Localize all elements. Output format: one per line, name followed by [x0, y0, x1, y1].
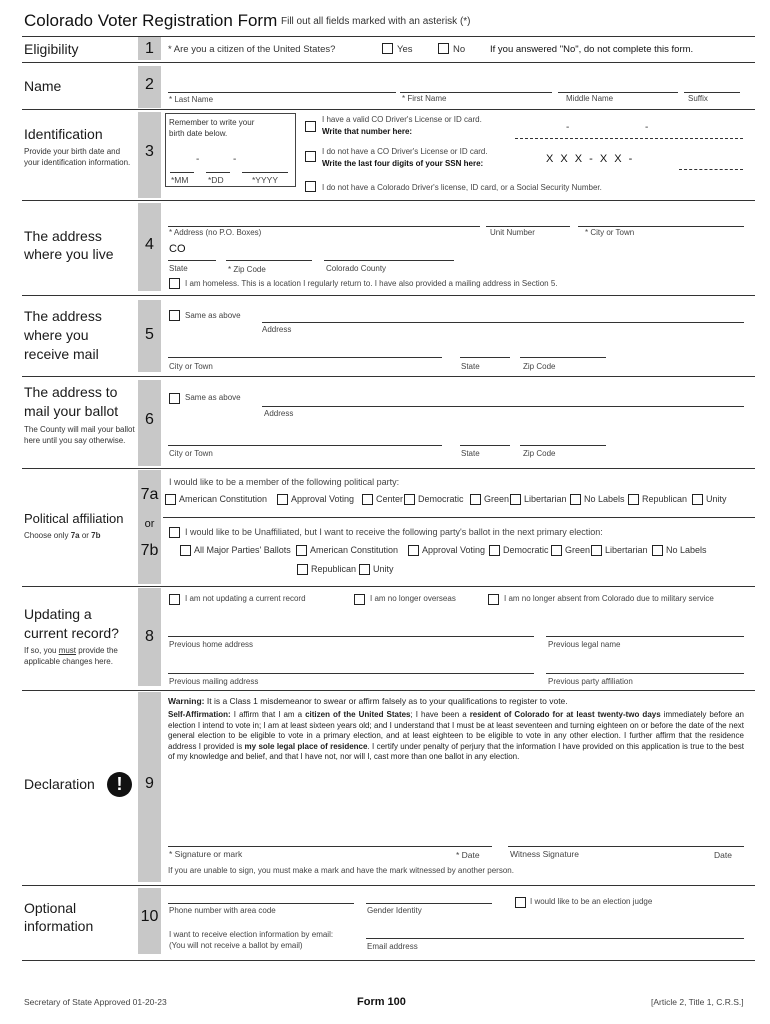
email-field[interactable] — [366, 938, 744, 939]
section-7b-number: 7b — [140, 542, 159, 559]
email-label: Email address — [367, 942, 418, 951]
affirmation-resident: resident of Colorado for at least twenty-two days — [469, 710, 661, 719]
ballot-address-label: Address — [264, 409, 294, 418]
has-license-checkbox[interactable] — [305, 121, 316, 132]
section-6-number: 6 — [145, 411, 154, 428]
warning-body: It is a Class 1 misdemeanor to swear or affirm falsely as to your qualifications to register to vote. — [204, 696, 568, 706]
ballot-state-field[interactable] — [460, 445, 510, 446]
previous-name-field[interactable] — [546, 636, 744, 637]
party-checkbox[interactable] — [359, 564, 370, 575]
section-4-title-line1: The address — [24, 228, 102, 244]
section-divider — [22, 885, 755, 886]
gender-identity-field[interactable] — [366, 903, 492, 904]
residence-address-label: * Address (no P.O. Boxes) — [169, 228, 262, 237]
has-license-label: I have a valid CO Driver's License or ID card. — [322, 115, 482, 124]
party-checkbox[interactable] — [551, 545, 562, 556]
party-label: Unity — [706, 494, 727, 504]
first-name-field[interactable] — [400, 92, 552, 93]
party-member-intro: I would like to be a member of the following political party: — [169, 477, 400, 487]
affirmation-citizen: citizen of the United States — [305, 710, 411, 719]
party-checkbox[interactable] — [297, 564, 308, 575]
mail-city-label: City or Town — [169, 362, 213, 371]
section-8-number: 8 — [145, 628, 154, 645]
witness-signature-field[interactable] — [508, 846, 744, 847]
warning-text — [168, 696, 568, 706]
party-label: Democratic — [503, 545, 549, 555]
ballot-city-label: City or Town — [169, 449, 213, 458]
ssn-mask: X X X - X X - — [546, 153, 635, 165]
residence-county-field[interactable] — [324, 260, 454, 261]
party-label: American Constitution — [310, 545, 399, 555]
section-2-number: 2 — [145, 76, 154, 93]
party-label: Green — [484, 494, 510, 504]
section-8-title-line1: Updating a — [24, 606, 92, 622]
signature-field[interactable] — [168, 846, 492, 847]
section-divider — [22, 62, 755, 63]
residence-address-field[interactable] — [168, 226, 480, 227]
section-8-title-line2: current record? — [24, 625, 119, 641]
ssn-prompt: Write the last four digits of your SSN here: — [322, 159, 484, 168]
section-divider — [22, 200, 755, 201]
party-checkbox[interactable] — [165, 494, 176, 505]
citizen-yes-checkbox[interactable] — [382, 43, 393, 54]
section-1-title: Eligibility — [24, 41, 79, 57]
residence-city-label: * City or Town — [585, 228, 635, 237]
previous-home-label: Previous home address — [169, 640, 254, 649]
mail-state-label: State — [461, 362, 480, 371]
party-label: Democratic — [418, 494, 464, 504]
section-10-title-line1: Optional — [24, 900, 77, 916]
section-10-number: 10 — [140, 908, 159, 925]
party-checkbox[interactable] — [591, 545, 602, 556]
party-checkbox[interactable] — [470, 494, 481, 505]
middle-name-label: Middle Name — [566, 94, 614, 103]
party-checkbox[interactable] — [570, 494, 581, 505]
ballot-same-label: Same as above — [185, 393, 241, 402]
previous-home-field[interactable] — [168, 636, 534, 637]
section-7a-number: 7a — [140, 486, 159, 503]
section-7a-divider — [163, 517, 755, 518]
mail-address-field[interactable] — [262, 322, 744, 323]
ballot-same-checkbox[interactable] — [169, 393, 180, 404]
affirmation-part: I affirm that I am a — [230, 710, 306, 719]
suffix-label: Suffix — [688, 94, 708, 103]
party-label: No Labels — [584, 494, 625, 504]
section-5-title-line3: receive mail — [24, 346, 99, 362]
gender-identity-label: Gender Identity — [367, 906, 422, 915]
section-5-title-line1: The address — [24, 308, 102, 324]
section-2-title: Name — [24, 78, 62, 94]
ballot-address-field[interactable] — [262, 406, 744, 407]
mail-city-field[interactable] — [168, 357, 442, 358]
self-affirmation-text — [168, 710, 744, 763]
party-label: Libertarian — [605, 545, 648, 555]
license-dash: - — [645, 122, 649, 133]
section-8-sub-text: If so, you — [24, 646, 59, 655]
birth-yyyy-label: *YYYY — [252, 175, 278, 185]
citizen-no-checkbox[interactable] — [438, 43, 449, 54]
residence-unit-label: Unit Number — [490, 228, 535, 237]
party-label: Republican — [642, 494, 688, 504]
section-9-number: 9 — [145, 775, 154, 792]
homeless-checkbox[interactable] — [169, 278, 180, 289]
warning-icon: ! — [107, 772, 132, 797]
homeless-label: I am homeless. This is a location I regularly return to. I have also provided a mailing address in Section 5. — [185, 279, 558, 288]
previous-mailing-field[interactable] — [168, 673, 534, 674]
email-optin-line1: I want to receive election information by email: — [169, 930, 334, 939]
ballot-zip-label: Zip Code — [523, 449, 556, 458]
party-label: Green — [565, 545, 591, 555]
form-title: Colorado Voter Registration Form — [24, 11, 278, 30]
election-judge-checkbox[interactable] — [515, 897, 526, 908]
residence-zip-label: * Zip Code — [228, 265, 266, 274]
warning-label: Warning: — [168, 696, 205, 706]
witness-signature-label: Witness Signature — [510, 849, 579, 859]
party-label: Republican — [311, 564, 357, 574]
section-divider — [22, 586, 755, 587]
ballot-zip-field[interactable] — [520, 445, 606, 446]
section-3-subtitle: Provide your birth date and your identification information. — [24, 147, 131, 167]
election-judge-label: I would like to be an election judge — [530, 897, 653, 906]
previous-name-label: Previous legal name — [548, 640, 621, 649]
affirmation-sole-residence: my sole legal place of residence — [244, 741, 368, 751]
license-number-prompt: Write that number here: — [322, 127, 413, 136]
section-divider — [22, 960, 755, 961]
party-label: Libertarian — [524, 494, 567, 504]
previous-party-field[interactable] — [546, 673, 744, 674]
ballot-state-label: State — [461, 449, 480, 458]
mark-note: If you are unable to sign, you must make a mark and have the mark witnessed by another person. — [168, 866, 514, 875]
ballot-city-field[interactable] — [168, 445, 442, 446]
party-checkbox[interactable] — [362, 494, 373, 505]
mail-zip-label: Zip Code — [523, 362, 556, 371]
birth-dd-field[interactable] — [206, 172, 230, 173]
party-checkbox[interactable] — [628, 494, 639, 505]
last-name-field[interactable] — [168, 92, 396, 93]
no-id-label: I do not have a Colorado Driver's license, ID card, or a Social Security Number. — [322, 183, 602, 192]
section-divider — [22, 295, 755, 296]
party-label: Approval Voting — [291, 494, 355, 504]
mail-state-field[interactable] — [460, 357, 510, 358]
previous-party-label: Previous party affiliation — [548, 677, 633, 686]
section-divider — [22, 690, 755, 691]
residence-state-field[interactable] — [168, 260, 216, 261]
footer-citation: [Article 2, Title 1, C.R.S.] — [651, 997, 744, 1007]
party-checkbox[interactable] — [692, 494, 703, 505]
party-label: American Constitution — [179, 494, 268, 504]
citizen-question: * Are you a citizen of the United States? — [168, 44, 336, 55]
no-license-checkbox[interactable] — [305, 151, 316, 162]
unaffiliated-intro: I would like to be Unaffiliated, but I want to receive the following party's ballot in the next primary election: — [185, 527, 603, 537]
section-7-or: or — [144, 518, 155, 530]
section-7-sub-or: or — [79, 531, 92, 540]
middle-name-field[interactable] — [558, 92, 678, 93]
footer-form-number: Form 100 — [357, 996, 406, 1008]
section-3-title: Identification — [24, 126, 103, 142]
party-checkbox[interactable] — [404, 494, 415, 505]
citizen-yes-label: Yes — [397, 44, 413, 55]
license-dash: - — [566, 122, 570, 133]
footer-approved: Secretary of State Approved 01-20-23 — [24, 997, 167, 1007]
section-8-subtitle — [24, 645, 136, 667]
signature-label: * Signature or mark — [169, 849, 243, 859]
previous-mailing-label: Previous mailing address — [169, 677, 259, 686]
birthdate-dash: - — [196, 154, 200, 165]
party-checkbox[interactable] — [652, 545, 663, 556]
section-divider — [22, 468, 755, 469]
section-divider — [22, 376, 755, 377]
unaffiliated-checkbox[interactable] — [169, 527, 180, 538]
first-name-label: * First Name — [402, 94, 447, 103]
party-checkbox[interactable] — [408, 545, 419, 556]
residence-city-field[interactable] — [578, 226, 744, 227]
section-7-subtitle — [24, 530, 101, 541]
section-divider — [22, 36, 755, 37]
residence-unit-field[interactable] — [486, 226, 570, 227]
section-4-title-line2: where you live — [24, 246, 114, 262]
email-optin-line2: (You will not receive a ballot by email) — [169, 941, 303, 950]
party-label: Approval Voting — [422, 545, 486, 555]
section-3-number: 3 — [145, 143, 154, 160]
phone-field[interactable] — [168, 903, 354, 904]
no-longer-military-label: I am no longer absent from Colorado due to military service — [504, 594, 714, 603]
party-checkbox[interactable] — [180, 545, 191, 556]
citizen-no-label: No — [453, 44, 466, 55]
birthdate-dash: - — [233, 154, 237, 165]
not-updating-checkbox[interactable] — [169, 594, 180, 605]
citizen-no-note: If you answered "No", do not complete this form. — [490, 44, 694, 55]
self-affirmation-label: Self-Affirmation: — [168, 710, 231, 719]
date-label: * Date — [456, 850, 480, 860]
no-longer-military-checkbox[interactable] — [488, 594, 499, 605]
residence-zip-field[interactable] — [226, 260, 312, 261]
section-10-title-line2: information — [24, 918, 94, 934]
mail-same-label: Same as above — [185, 311, 241, 320]
birth-dd-label: *DD — [208, 175, 224, 185]
form-instruction: Fill out all fields marked with an asterisk (*) — [281, 16, 471, 27]
affirmation-part: immediately before an election I intend to vote in; I am at least sixteen years old; and I understand that I must be at least seventeen and turning eighteen on or before the date of the next general election to be eligible to vote in a primary election, and at least eighteen to be eligible to vote in any other election. I further affirm that the residence address I provided is — [168, 710, 745, 751]
party-checkbox[interactable] — [489, 545, 500, 556]
section-7-title: Political affiliation — [24, 511, 124, 526]
license-number-field[interactable] — [515, 138, 743, 139]
party-checkbox[interactable] — [296, 545, 307, 556]
affirmation-part: . I certify under penalty of perjury that the information I have provided on this application is true to the best of my knowledge and belief, and that I have not, nor will I, cast more than one ballot in any election. — [168, 741, 744, 761]
affirmation-part: ; I have been a — [410, 710, 470, 719]
no-longer-overseas-checkbox[interactable] — [354, 594, 365, 605]
section-8-sub-text-end: provide the applicable changes here. — [24, 646, 118, 666]
party-checkbox[interactable] — [510, 494, 521, 505]
section-4-number: 4 — [145, 236, 154, 253]
no-license-label: I do not have a CO Driver's License or ID card. — [322, 147, 488, 156]
not-updating-label: I am not updating a current record — [185, 594, 306, 603]
ssn-last4-field[interactable] — [679, 169, 743, 170]
party-checkbox[interactable] — [277, 494, 288, 505]
residence-state-value: CO — [169, 243, 186, 255]
section-8-sub-must: must — [58, 646, 77, 655]
suffix-field[interactable] — [684, 92, 740, 93]
witness-date-label: Date — [714, 850, 732, 860]
party-label: No Labels — [666, 545, 707, 555]
birth-yyyy-field[interactable] — [242, 172, 288, 173]
residence-state-label: State — [169, 264, 188, 273]
section-7-sub-text: Choose only — [24, 531, 71, 540]
birth-mm-label: *MM — [171, 175, 189, 185]
last-name-label: * Last Name — [169, 95, 214, 104]
phone-label: Phone number with area code — [169, 906, 276, 915]
mail-same-checkbox[interactable] — [169, 310, 180, 321]
section-7-sub-7a: 7a — [70, 531, 80, 540]
birth-mm-field[interactable] — [170, 172, 194, 173]
section-5-title-line2: where you — [24, 327, 89, 343]
birthdate-reminder: Remember to write your birth date below. — [169, 118, 255, 138]
residence-county-label: Colorado County — [326, 264, 387, 273]
mail-address-label: Address — [262, 325, 292, 334]
party-label: All Major Parties' Ballots — [194, 545, 291, 555]
section-9-title: Declaration — [24, 776, 95, 792]
section-divider — [22, 109, 755, 110]
no-id-checkbox[interactable] — [305, 181, 316, 192]
party-label: Unity — [373, 564, 394, 574]
section-6-subtitle: The County will mail your ballot here until you say otherwise. — [24, 425, 135, 445]
mail-zip-field[interactable] — [520, 357, 606, 358]
section-5-number: 5 — [145, 326, 154, 343]
no-longer-overseas-label: I am no longer overseas — [370, 594, 456, 603]
section-7-sub-7b: 7b — [91, 531, 101, 540]
section-6-title-line2: mail your ballot — [24, 403, 119, 419]
section-6-title-line1: The address to — [24, 384, 118, 400]
section-1-number: 1 — [145, 40, 154, 57]
party-label: Center — [376, 494, 404, 504]
